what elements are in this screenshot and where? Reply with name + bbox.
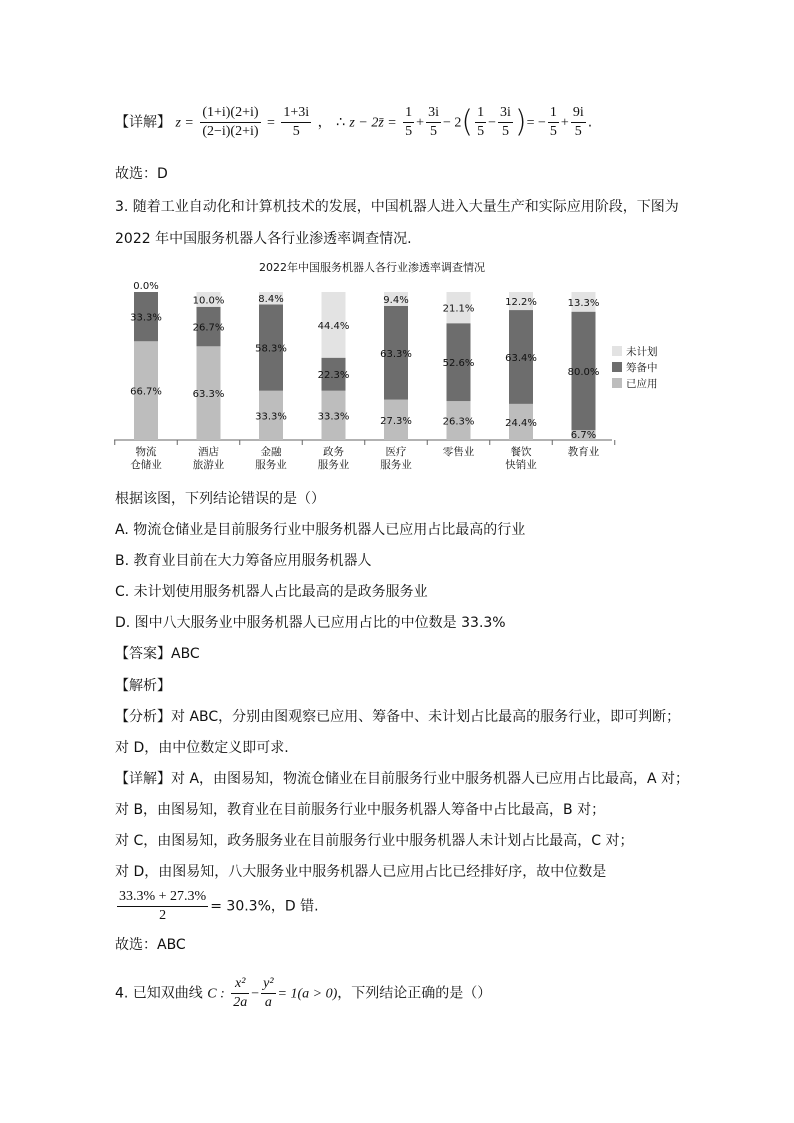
option-a: A. 物流仓储业是目前服务行业中服务机器人已应用占比最高的行业 [115, 522, 526, 538]
fenxi-text: 对 ABC，分别由图观察已应用、筹备中、未计划占比最高的服务行业，即可判断； [171, 709, 681, 725]
median-den: 2 [159, 908, 167, 923]
result-num: 1+3i [281, 104, 311, 123]
bar-label-0-0: 66.7% [130, 386, 162, 398]
q4-suffix: ，下列结论正确的是（） [337, 985, 492, 1002]
category-label: 仓储业 [130, 459, 162, 471]
bar-label-0-6: 24.4% [505, 417, 537, 429]
right-paren: ) [514, 104, 527, 140]
y-num: y² [261, 975, 275, 994]
answer-label: 【答案】 [115, 646, 171, 662]
final2-num: 9i [571, 104, 586, 123]
bar-label-1-5: 52.6% [442, 358, 475, 370]
term1 [403, 104, 414, 141]
term4 [475, 104, 486, 141]
therefore-symbol: ∴ [336, 114, 345, 131]
q4-rhs: = 1(a > 0) [277, 986, 338, 1002]
category-label: 零售业 [442, 446, 475, 458]
term1-num: 1 [403, 104, 414, 123]
answer-value: ABC [171, 646, 200, 662]
equals-sign: = [266, 115, 275, 131]
z-var: z = [175, 115, 194, 131]
x-num: x² [231, 975, 249, 994]
detail-label: 【详解】 [115, 771, 171, 787]
legend-label: 筹备中 [626, 362, 658, 374]
final1-num: 1 [548, 104, 559, 123]
legend-swatch [612, 362, 622, 372]
result-fraction [281, 104, 311, 141]
answer-line [115, 644, 200, 664]
hyperbola-c: C : [207, 986, 225, 1002]
bar-label-2-4: 9.4% [383, 294, 409, 306]
minus-two: − 2 [442, 115, 462, 131]
legend-label: 已应用 [626, 378, 658, 390]
final2 [571, 104, 586, 141]
category-label: 医疗 [385, 446, 407, 458]
term2 [426, 104, 441, 141]
final1 [548, 104, 559, 141]
bar-label-1-4: 63.3% [380, 348, 412, 360]
comma: ， [317, 114, 332, 131]
term5 [498, 104, 513, 141]
term4-den: 5 [477, 124, 485, 139]
bar-label-1-7: 80.0% [567, 366, 600, 378]
term2-num: 3i [426, 104, 441, 123]
category-label: 服务业 [255, 459, 287, 471]
bar-label-2-2: 8.4% [258, 294, 284, 306]
option-d: D. 图中八大服务业中服务机器人已应用占比的中位数是 33.3% [115, 615, 506, 631]
q2-answer: 故选：D [115, 166, 168, 182]
bar-label-2-5: 21.1% [442, 303, 475, 315]
z-fraction-den: (2−i)(2+i) [202, 124, 259, 139]
fenxi-line [115, 707, 680, 727]
q2-detail-label: 【详解】 [115, 114, 171, 131]
category-label: 政务 [323, 446, 344, 458]
z-fraction-num: (1+i)(2+i) [200, 104, 260, 123]
term5-den: 5 [501, 124, 509, 139]
final2-den: 5 [574, 124, 582, 139]
detail-c: 对 C，由图易知，政务服务业在目前服务行业中服务机器人未计划占比最高，C 对； [115, 833, 634, 849]
category-label: 金融 [260, 446, 282, 458]
median-formula [115, 888, 319, 925]
q2-detail-line [115, 104, 592, 141]
bar-label-0-1: 63.3% [192, 389, 225, 401]
bar-label-1-3: 22.3% [317, 370, 350, 382]
bar-label-0-2: 33.3% [255, 411, 287, 423]
plus-sign-2: + [560, 115, 569, 131]
fenxi-label: 【分析】 [115, 709, 171, 725]
q3-stem-line1: 3. 随着工业自动化和计算机技术的发展，中国机器人进入大量生产和实际应用阶段，下图为 [115, 199, 679, 215]
chart-title: 2022年中国服务机器人各行业渗透率调查情况 [259, 261, 485, 274]
median-fraction [117, 888, 208, 925]
bar-label-0-7: 6.7% [570, 430, 597, 441]
bar-label-2-3: 44.4% [317, 320, 350, 332]
x-den: 2a [233, 995, 248, 1010]
fenxi-line2: 对 D，由中位数定义即可求. [115, 740, 289, 756]
bar-label-2-7: 13.3% [567, 297, 600, 309]
detail-a-line [115, 769, 689, 789]
bar-label-0-5: 26.3% [442, 416, 475, 428]
q3-final: 故选：ABC [115, 937, 186, 953]
q3-stem-line2: 2022 年中国服务机器人各行业渗透率调查情况. [115, 231, 412, 247]
category-label: 服务业 [317, 459, 350, 471]
term5-num: 3i [498, 104, 513, 123]
category-label: 教育业 [567, 446, 600, 458]
q4-minus: − [251, 986, 260, 1002]
option-b: B. 教育业目前在大力筹备应用服务机器人 [115, 553, 372, 569]
bar-label-0-3: 33.3% [317, 411, 350, 423]
y-fraction [261, 975, 275, 1012]
category-label: 餐饮 [510, 446, 532, 458]
bar-label-2-1: 10.0% [192, 295, 225, 307]
category-label: 酒店 [198, 446, 219, 458]
bar-label-1-0: 33.3% [130, 312, 162, 324]
minus-sign: − [488, 115, 496, 131]
bar-label-0-4: 27.3% [380, 415, 412, 427]
category-label: 服务业 [380, 459, 412, 471]
legend-swatch [612, 378, 622, 388]
term1-den: 5 [405, 124, 413, 139]
analysis-label: 【解析】 [115, 678, 171, 694]
bar-label-1-2: 58.3% [255, 343, 287, 355]
left-paren: ( [461, 104, 474, 140]
legend [612, 345, 658, 390]
bar-label-2-6: 12.2% [505, 297, 537, 309]
penetration-chart [100, 250, 700, 480]
legend-swatch [612, 346, 622, 356]
detail-a: 对 A，由图易知，物流仓储业在目前服务行业中服务机器人已应用占比最高，A 对； [171, 771, 690, 787]
q4-prefix: 4. 已知双曲线 [115, 985, 203, 1002]
final-prefix: = − [526, 115, 546, 131]
bar-label-1-6: 63.4% [505, 352, 537, 364]
q3-question: 根据该图，下列结论错误的是（） [115, 491, 325, 507]
final1-den: 5 [549, 124, 557, 139]
x-fraction [231, 975, 249, 1012]
category-label: 旅游业 [192, 459, 225, 471]
detail-d: 对 D，由图易知，八大服务业中服务机器人已应用占比已经排好序，故中位数是 [115, 864, 607, 880]
period: . [587, 114, 593, 131]
y-den: a [264, 995, 272, 1010]
term4-num: 1 [475, 104, 486, 123]
z-fraction [200, 104, 260, 141]
category-label: 物流 [135, 446, 157, 458]
bar-label-1-1: 26.7% [192, 322, 225, 334]
category-label: 快销业 [505, 459, 537, 471]
median-num: 33.3% + 27.3% [117, 888, 208, 907]
median-result: = 30.3%，D 错. [210, 898, 319, 915]
detail-b: 对 B，由图易知，教育业在目前服务行业中服务机器人筹备中占比最高，B 对； [115, 802, 606, 818]
option-c: C. 未计划使用服务机器人占比最高的是政务服务业 [115, 584, 428, 600]
result-den: 5 [292, 124, 300, 139]
q4-stem [115, 975, 491, 1012]
bar-label-2-0: 0.0% [133, 281, 159, 292]
bar-group [115, 281, 615, 471]
legend-label: 未计划 [626, 346, 658, 358]
term2-den: 5 [430, 124, 438, 139]
plus-sign: + [416, 115, 425, 131]
zbar-expression: z − 2z̄ = [349, 115, 397, 131]
